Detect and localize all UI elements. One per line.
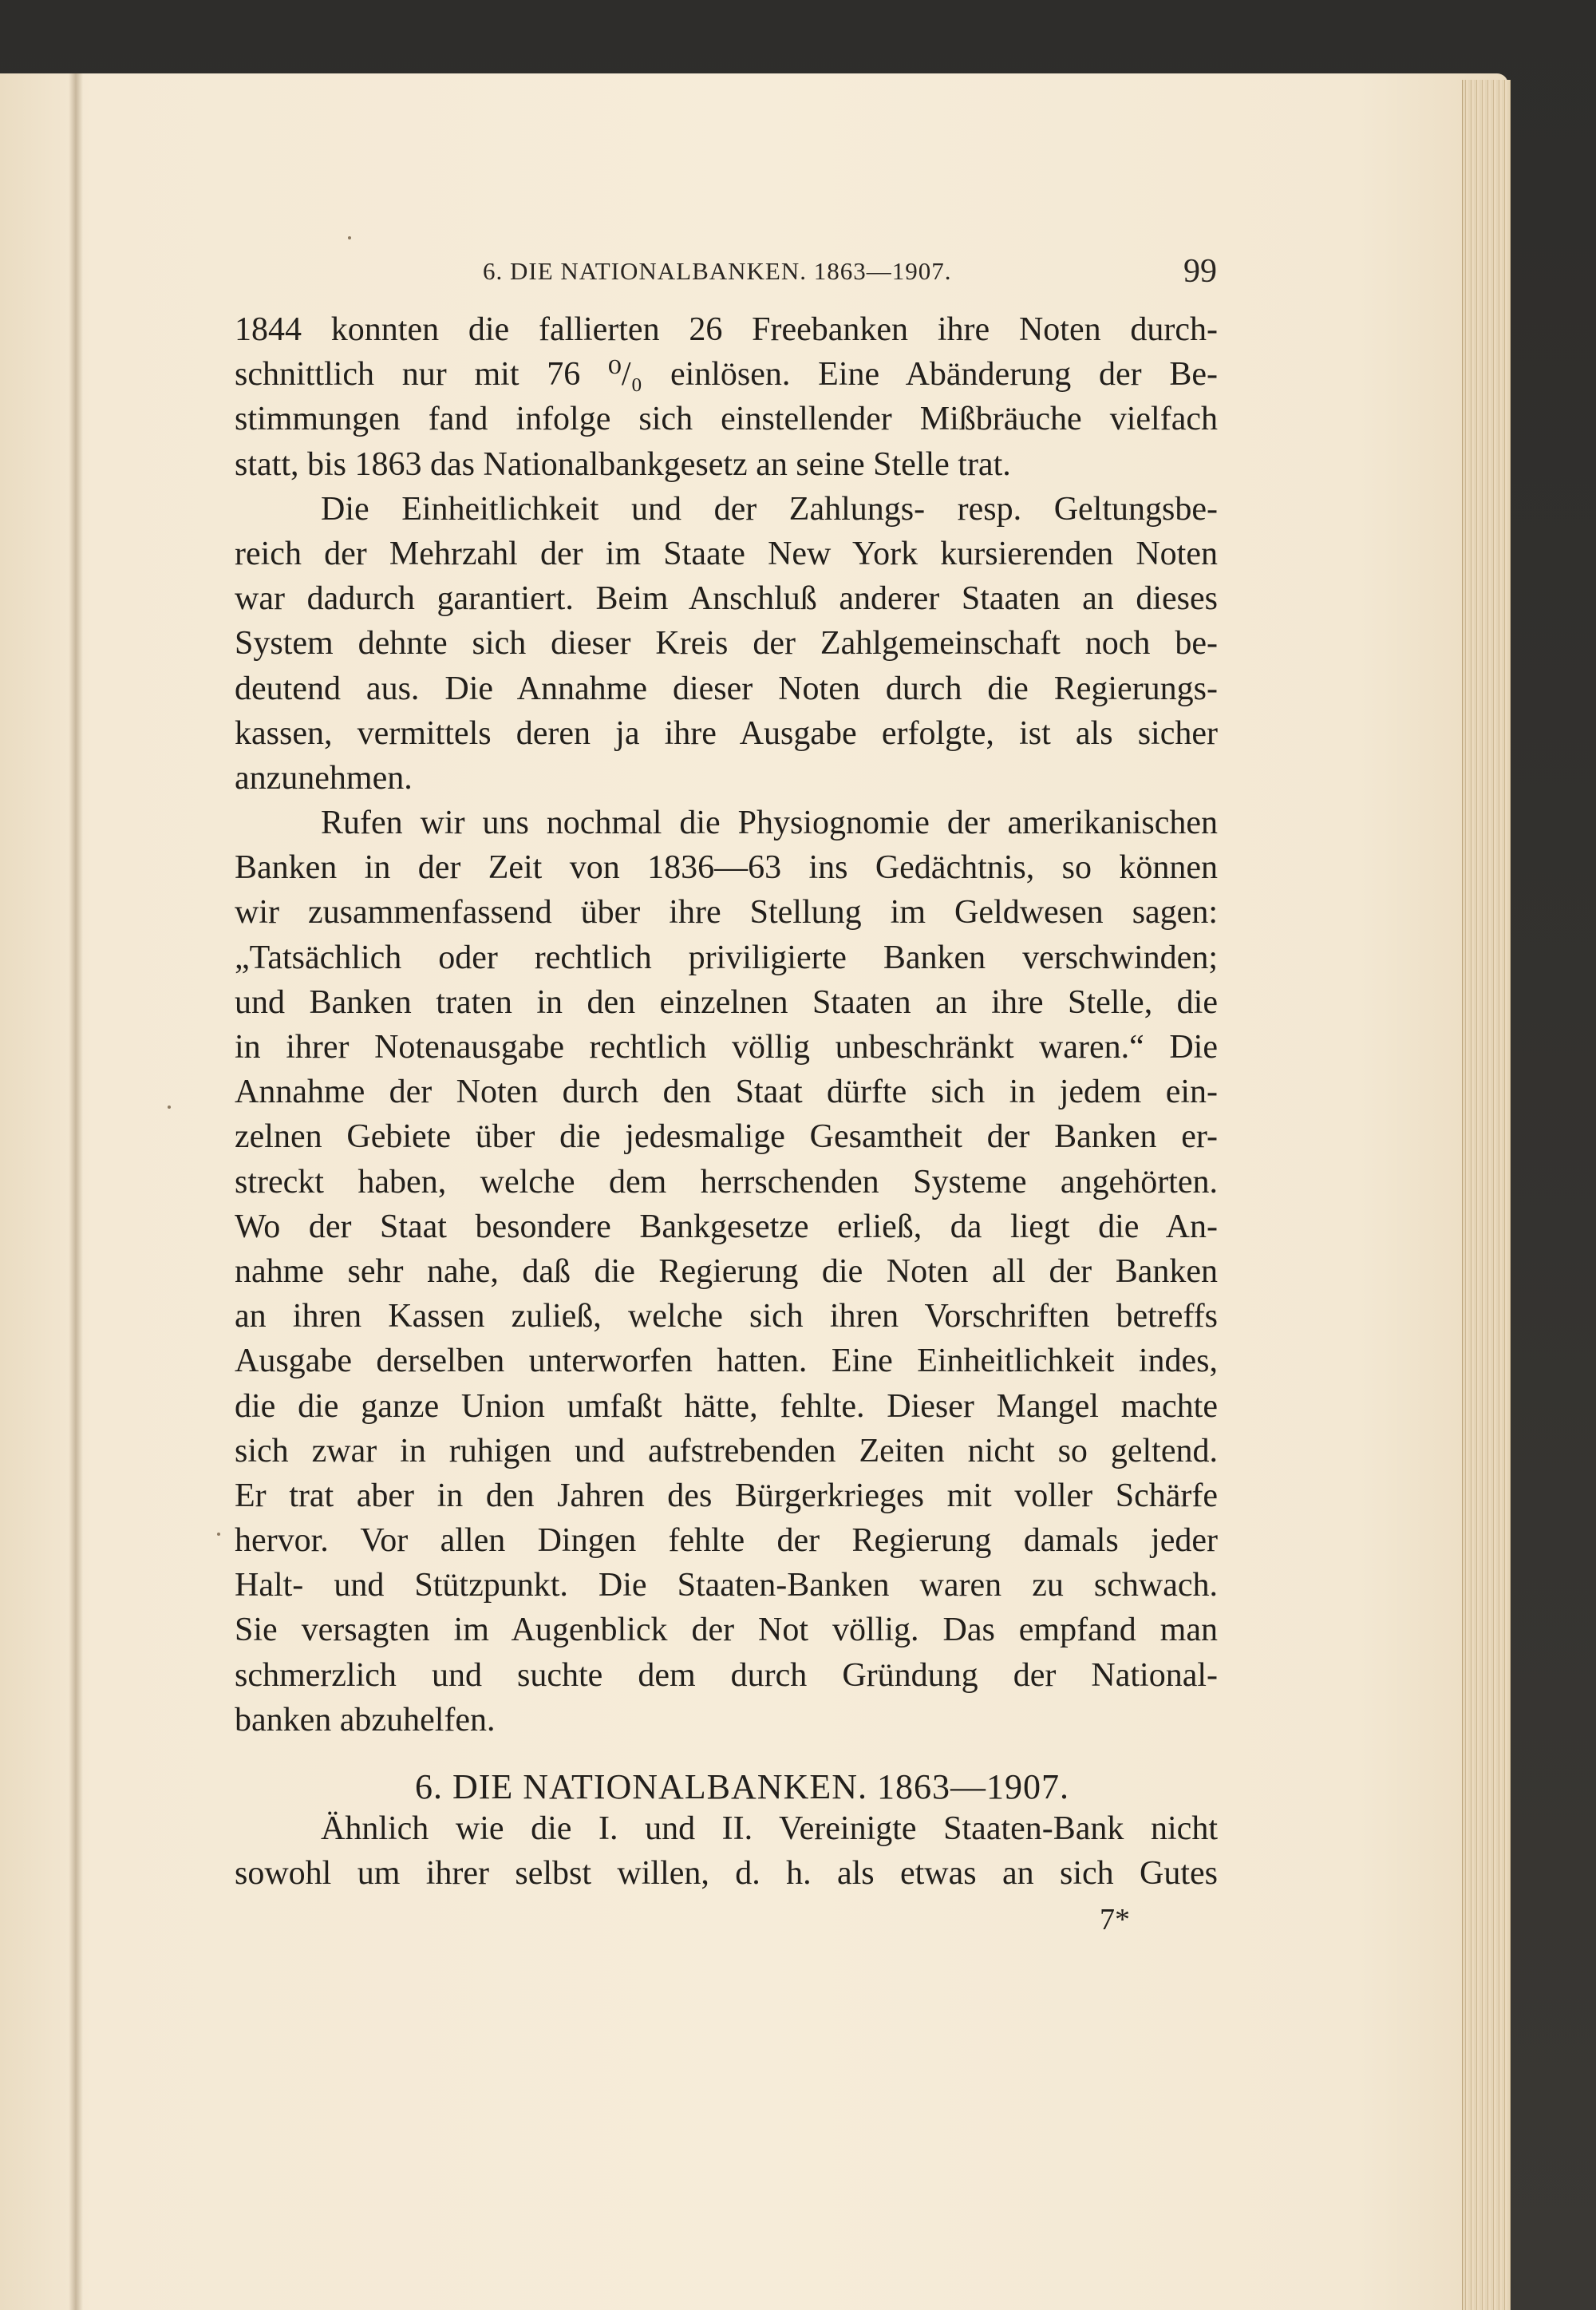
binding-gutter — [69, 73, 83, 2310]
text-line: banken abzuhelfen. — [235, 1701, 496, 1738]
running-head — [235, 247, 1217, 295]
page-number: 99 — [1183, 253, 1217, 290]
text-line: Banken in der Zeit von 1836—63 ins Gedächtnis, so können — [235, 849, 1218, 887]
text-line: Ausgabe derselben unterworfen hatten. Eine Einheitlichkeit indes, — [235, 1343, 1218, 1380]
text-line: deutend aus. Die Annahme dieser Noten durch die Regierungs- — [235, 670, 1218, 707]
section-paragraph — [235, 1806, 1218, 1896]
paper-speck — [217, 1533, 220, 1536]
text-line: in ihrer Notenausgabe rechtlich völlig unbeschränkt waren.“ Die — [235, 1029, 1218, 1066]
text-line: hervor. Vor allen Dingen fehlte der Regierung damals jeder — [235, 1522, 1218, 1560]
text-line: die die ganze Union umfaßt hätte, fehlte. Dieser Mangel machte — [235, 1387, 1218, 1425]
text-line: reich der Mehrzahl der im Staate New York kursierenden Noten — [235, 535, 1218, 572]
text-line: war dadurch garantiert. Beim Anschluß anderer Staaten an dieses — [235, 580, 1218, 618]
text-line: anzunehmen. — [235, 759, 413, 797]
paper-speck — [168, 1106, 171, 1109]
running-title: 6. DIE NATIONALBANKEN. 1863—1907. — [483, 257, 952, 285]
text-line: Rufen wir uns nochmal die Physiognomie der amerikanischen — [321, 805, 1218, 842]
text-line: sich zwar in ruhigen und aufstrebenden Zeiten nicht so geltend. — [235, 1432, 1218, 1469]
text-line: an ihren Kassen zuließ, welche sich ihren Vorschriften betreffs — [235, 1298, 1218, 1335]
paragraph-2 — [235, 487, 1218, 801]
text-line: Wo der Staat besondere Bankgesetze erließ, da liegt die An- — [235, 1208, 1218, 1245]
paragraph-3 — [235, 801, 1218, 1742]
paragraph-1 — [235, 307, 1218, 487]
text-line: schmerzlich und suchte dem durch Gründung der National- — [235, 1656, 1218, 1694]
text-line: und Banken traten in den einzelnen Staaten an ihre Stelle, die — [235, 983, 1218, 1021]
section-heading: 6. DIE NATIONALBANKEN. 1863—1907. — [414, 1767, 1070, 1806]
paper-speck — [348, 236, 351, 239]
text-line: kassen, vermittels deren ja ihre Ausgabe erfolgte, ist als sicher — [235, 714, 1218, 752]
text-line: Er trat aber in den Jahren des Bürgerkrieges mit voller Schärfe — [235, 1477, 1218, 1514]
text-line: sowohl um ihrer selbst willen, d. h. als etwas an sich Gutes — [235, 1855, 1218, 1893]
text-line: Halt- und Stützpunkt. Die Staaten-Banken waren zu schwach. — [235, 1567, 1218, 1604]
text-line: schnittlich nur mit 76 ⁰/₀ einlösen. Eine Abänderung der Be- — [235, 356, 1218, 394]
text-line: zelnen Gebiete über die jedesmalige Gesamtheit der Banken er- — [235, 1118, 1218, 1156]
text-line: streckt haben, welche dem herrschenden Systeme angehörten. — [235, 1163, 1218, 1200]
text-line: Sie versagten im Augenblick der Not völlig. Das empfand man — [235, 1612, 1218, 1649]
text-line: System dehnte sich dieser Kreis der Zahlgemeinschaft noch be- — [235, 625, 1218, 663]
text-line: „Tatsächlich oder rechtlich priviligierte Banken verschwinden; — [235, 939, 1218, 976]
text-line: Die Einheitlichkeit und der Zahlungs- resp. Geltungsbe- — [321, 490, 1218, 528]
signature-mark: 7* — [1100, 1903, 1130, 1937]
text-line: Ähnlich wie die I. und II. Vereinigte Staaten-Bank nicht — [321, 1810, 1218, 1847]
text-line: wir zusammenfassend über ihre Stellung im Geldwesen sagen: — [235, 894, 1218, 932]
text-line: nahme sehr nahe, daß die Regierung die Noten all der Banken — [235, 1252, 1218, 1290]
page-edges — [1462, 80, 1511, 2310]
text-line: stimmungen fand infolge sich einstellender Mißbräuche vielfach — [235, 401, 1218, 438]
body-text — [235, 307, 1218, 1944]
text-line: 1844 konnten die fallierten 26 Freebanken ihre Noten durch- — [235, 311, 1218, 348]
text-line: Annahme der Noten durch den Staat dürfte sich in jedem ein- — [235, 1074, 1218, 1111]
text-line: statt, bis 1863 das Nationalbankgesetz an seine Stelle trat. — [235, 445, 1011, 483]
